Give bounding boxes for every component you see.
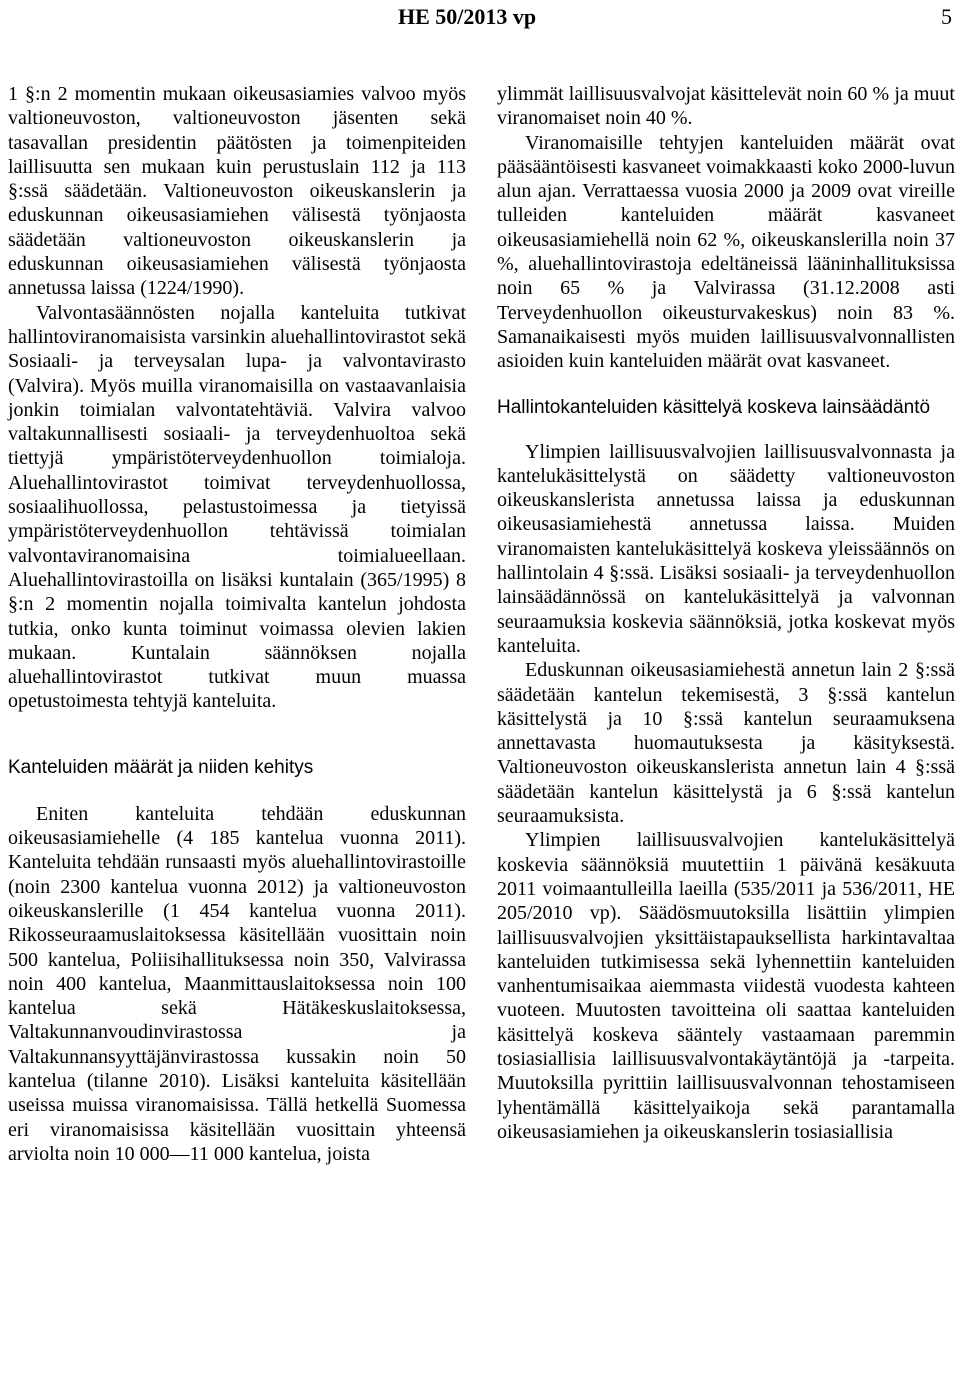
right-paragraph-1: ylimmät laillisuusvalvojat käsittelevät noin 60 % ja muut viranomaiset noin 40 %. — [497, 83, 955, 130]
right-paragraph-2: Viranomaisille tehtyjen kanteluiden määrät ovat pääsääntöisesti kasvaneet voimakkaasti koko 2000-luvun alun ajan. Verrattaessa vuosia 2000 ja 2009 ovat vireille tulleiden kanteluiden määrät kasvaneet oikeusasiamiehellä noin 62 %, oikeuskanslerilla noin 37 %, aluehallintovirastoja edeltäneissä lääninhallituksissa noin 65 % ja Valvirassa (31.12.2008 asti Terveydenhuollon oikeusturvakeskus) noin 83 %. Samanaikaisesti myös muiden laillisuusvalvonnallisten asioiden kuin kanteluiden määrät ovat kasvaneet. — [497, 131, 955, 373]
document-id: HE 50/2013 vp — [398, 4, 537, 29]
left-paragraph-3: Eniten kanteluita tehdään eduskunnan oikeusasiamiehelle (4 185 kantelua vuonna 2011). Kanteluita tehdään runsaasti myös aluehallintovirastoille (noin 2300 kantelua vuonna 2012) ja valtioneuvoston oikeuskanslerille (1 454 kantelua vuonna 2011). Rikosseuraamuslaitoksessa käsitellään vuosittain noin 500 kantelua, Poliisihallituksessa noin 350, Valvirassa noin 400 kantelua, Maanmittauslaitoksessa noin 100 kantelua sekä Hätäkeskuslaitoksessa, Valtakunnanvoudinvirastossa ja Valtakunnansyyttäjänvirastossa kussakin noin 50 kantelua (tilanne 2010). Lisäksi kanteluita käsitellään useissa muissa viranomaisissa. Tällä hetkellä Suomessa eri viranomaisissa käsitellään vuosittain yhteensä arviolta noin 10 000—11 000 kantelua, joista — [8, 802, 466, 1165]
right-paragraph-3: Ylimpien laillisuusvalvojien laillisuusvalvonnasta ja kantelukäsittelystä on säädetty valtioneuvoston oikeuskanslerista annetussa laissa ja eduskunnan oikeusasiamiehestä annetussa laissa. Muiden viranomaisten kantelukäsittelyä koskeva yleissäännös on hallintolain 4 §:ssä. Lisäksi sosiaali- ja terveydenhuollon lainsäädännössä on kantelukäsittelyä ja valvonnan seuraamuksia koskevia säännöksiä, jotka koskevat myös kanteluita. — [497, 440, 955, 657]
page-header — [0, 4, 960, 32]
section-heading-kanteluiden-maarat: Kanteluiden määrät ja niiden kehitys — [8, 756, 314, 778]
left-paragraph-1: 1 §:n 2 momentin mukaan oikeusasiamies valvoo myös valtioneuvoston, valtioneuvoston jäsenten sekä tasavallan presidentin päätösten ja toimenpiteiden laillisuutta sen mukaan kuin perustuslain 112 ja 113 §:ssä säädetään. Valtioneuvoston oikeuskanslerin ja eduskunnan oikeusasiamiehen välisestä työnjaosta säädetään valtioneuvoston oikeuskanslerin ja eduskunnan oikeusasiamiehen välisestä työnjaosta annetussa laissa (1224/1990). — [8, 83, 466, 300]
right-column — [497, 82, 955, 1144]
right-paragraph-4: Eduskunnan oikeusasiamiehestä annetun lain 2 §:ssä säädetään kantelun tekemisestä, 3 §:ssä kantelun käsittelystä ja 10 §:ssä kantelun seuraamuksena annettavasta huomautuksesta ja käsityksestä. Valtioneuvoston oikeuskanslerista annetun lain 4 §:ssä säädetään kantelun käsittelystä ja 6 §:ssä kantelun seuraamuksista. — [497, 659, 955, 828]
left-paragraph-2: Valvontasäännösten nojalla kanteluita tutkivat hallintoviranomaisista varsinkin aluehallintovirastot sekä Sosiaali- ja terveysalan lupa- ja valvontavirasto (Valvira). Myös muilla viranomaisilla on vastaavanlaisia jonkin toimialan valvontatehtäviä. Valvira valvoo valtakunnallisesti sosiaali- ja terveydenhuoltoa sekä tiettyjä ympäristöterveydenhuollon toimialoja. Aluehallintovirastot toimivat terveydenhuollossa, sosiaalihuollossa, pelastustoimessa ja tietyissä ympäristöterveydenhuollon tehtävissä toimialan valvontaviranomaisina toimialueellaan. Aluehallintovirastoilla on lisäksi kuntalain (365/1995) 8 §:n 2 momentin nojalla toimivalta kantelun johdosta tutkia, onko kunta toiminut voimassa olevien lakien mukaan. Kuntalain säännöksen nojalla aluehallintovirastot tutkivat muun muassa opetustoimesta tehtyjä kanteluita. — [8, 301, 466, 713]
left-column — [8, 82, 466, 1166]
right-paragraph-5: Ylimpien laillisuusvalvojien kantelukäsittelyä koskevia säännöksiä muutettiin 1 päivänä kesäkuuta 2011 voimaantulleilla laeilla (535/2011 ja 536/2011, HE 205/2010 vp). Säädösmuutoksilla lisättiin ylimpien laillisuusvalvojien yksittäistapauksellista harkintavaltaa kanteluiden tutkimisessa sekä lyhennettiin kanteluiden vanhentumisaikaa aiemmasta viidestä vuodesta kahteen vuoteen. Muutosten tavoitteina oli saattaa kanteluiden käsittelyä koskeva sääntely vastaamaan paremmin tosiasiallisia laillisuusvalvontakäytäntöjä ja -tarpeita. Muutoksilla pyrittiin laillisuusvalvonnan tehostamiseen lyhentämällä käsittelyaikoja sekä parantamalla oikeusasiamiehen ja oikeuskanslerin tosiasiallisia — [497, 829, 955, 1143]
page-number: 5 — [941, 4, 952, 29]
section-heading-lainsaadanto: Hallintokanteluiden käsittelyä koskeva lainsäädäntö — [497, 396, 931, 418]
